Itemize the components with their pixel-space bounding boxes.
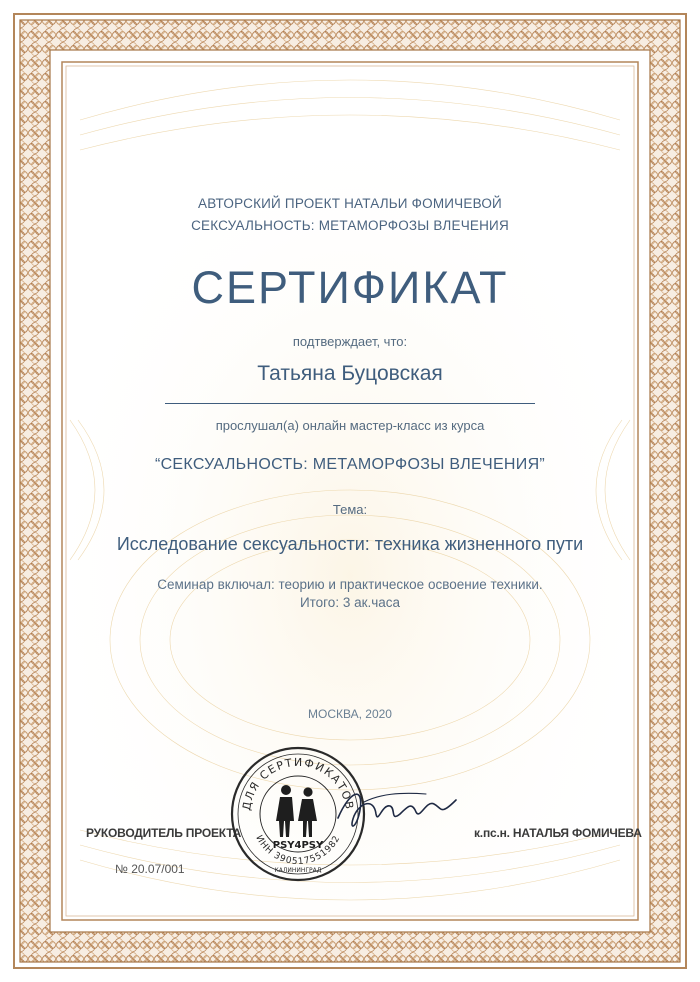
certificate-number: № 20.07/001 (115, 862, 185, 876)
seminar-included-text: Семинар включал: теорию и практическое освоение техники. (157, 577, 543, 592)
project-head-label: РУКОВОДИТЕЛЬ ПРОЕКТА (86, 826, 242, 840)
stamp-top-text: ДЛЯ СЕРТИФИКАТОВ (239, 755, 356, 812)
people-figures-icon (276, 785, 317, 837)
recipient-name: Татьяна Буцовская (257, 362, 443, 385)
total-hours-text: Итого: 3 ак.часа (299, 595, 401, 610)
course-name: “СЕКСУАЛЬНОСТЬ: МЕТАМОРФОЗЫ ВЛЕЧЕНИЯ” (154, 456, 546, 473)
project-title-line2: СЕКСУАЛЬНОСТЬ: МЕТАМОРФОЗЫ ВЛЕЧЕНИЯ (191, 218, 509, 233)
director-name: к.пс.н. НАТАЛЬЯ ФОМИЧЕВА (474, 826, 642, 840)
certificate-title: СЕРТИФИКАТ (191, 262, 509, 313)
project-title-line1: АВТОРСКИЙ ПРОЕКТ НАТАЛЬИ ФОМИЧЕВОЙ (198, 196, 502, 211)
handwritten-signature-icon (330, 780, 460, 840)
topic-text: Исследование сексуальности: техника жизненного пути (116, 534, 584, 554)
attended-text: прослушал(а) онлайн мастер-класс из курса (215, 418, 485, 433)
city-year: МОСКВА, 2020 (308, 707, 392, 721)
confirms-text: подтверждает, что: (292, 334, 408, 349)
stamp-city-text: КАЛИНИНГРАД (274, 867, 322, 874)
stamp-center-text: PSY4PSY (272, 840, 324, 851)
topic-label: Тема: (332, 502, 368, 517)
name-underline (165, 403, 535, 404)
stamp-bottom-text: ИНН 390517551982 (253, 833, 343, 868)
